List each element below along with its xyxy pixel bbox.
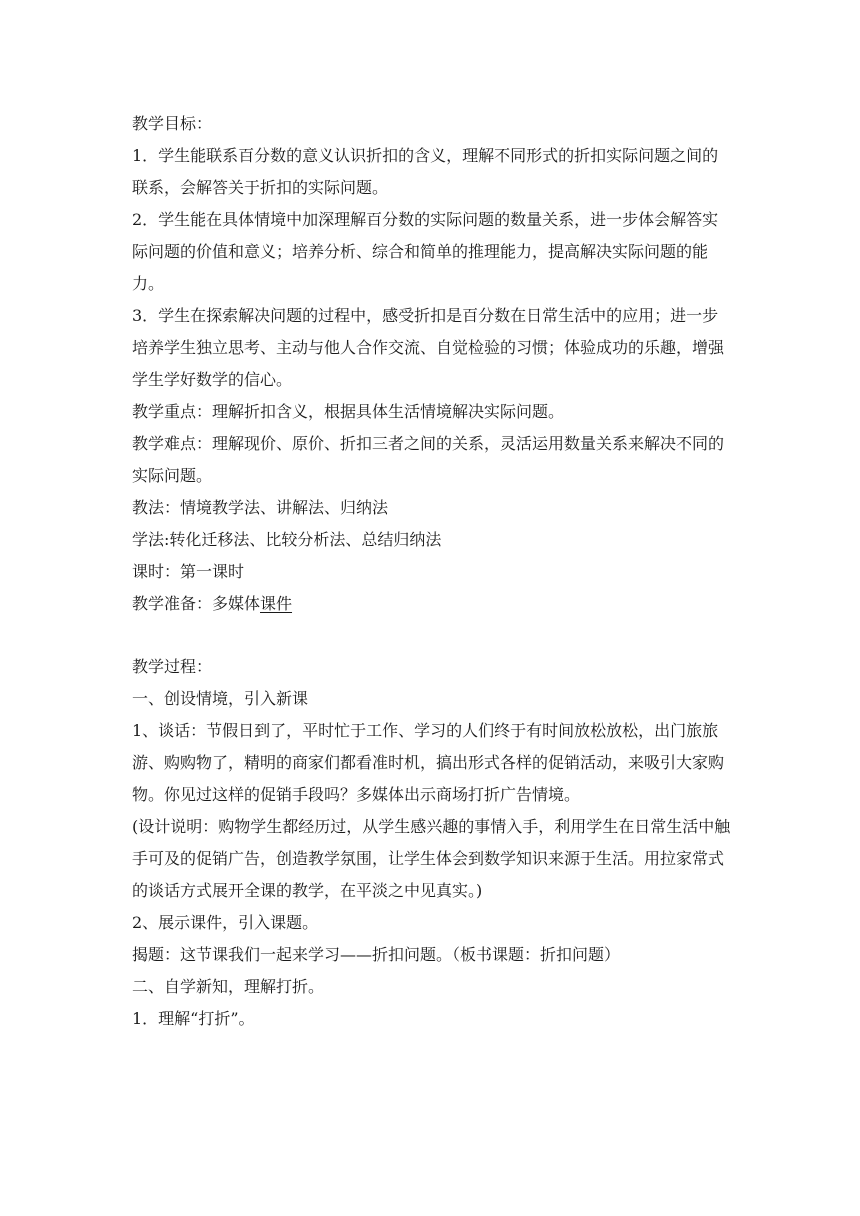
objective-2: 2．学生能在具体情境中加深理解百分数的实际问题的数量关系，进一步体会解答实际问题的价值和意义；培养分析、综合和简单的推理能力，提高解决实际问题的能力。 [132,210,719,293]
class-hours: 课时：第一课时 [132,562,245,581]
teaching-prep-label: 教学准备：多媒体 [132,594,261,613]
key-point: 教学重点：理解折扣含义，根据具体生活情境解决实际问题。 [132,402,565,421]
process-heading: 教学过程： [132,657,213,676]
objective-3: 3．学生在探索解决问题的过程中，感受折扣是百分数在日常生活中的应用；进一步培养学生独立思考、主动与他人合作交流、自觉检验的习惯；体验成功的乐趣，增强学生学好数学的信心。 [132,306,725,389]
objective-1: 1．学生能联系百分数的意义认识折扣的含义，理解不同形式的折扣实际问题之间的联系，会解答关于折扣的实际问题。 [132,146,719,197]
difficulty: 教学难点：理解现价、原价、折扣三者之间的关系，灵活运用数量关系来解决不同的实际问题。 [132,434,725,485]
objectives-heading: 教学目标： [132,114,213,133]
courseware-link[interactable]: 课件 [260,594,293,613]
design-note: (设计说明：购物学生都经历过，从学生感兴趣的事情入手，利用学生在日常生活中触手可及的促销广告，创造教学氛围，让学生体会到数学知识来源于生活。用拉家常式的谈话方式展开全课的教学，在平淡之中见真实。) [132,817,731,900]
step-2-1: 1．理解“打折”。 [132,1009,255,1028]
step-2: 2、展示课件，引入课题。 [132,913,319,932]
reveal-topic: 揭题：这节课我们一起来学习——折扣问题。（板书课题：折扣问题） [132,945,621,964]
paragraph-gap [132,620,732,651]
teaching-prep [132,588,732,620]
step-1: 1、谈话：节假日到了，平时忙于工作、学习的人们终于有时间放松放松，出门旅旅游、购购物了，精明的商家们都看准时机，搞出形式各样的促销活动，来吸引大家购物。你见过这样的促销手段吗？多媒体出示商场打折广告情境。 [132,721,725,804]
teaching-method: 教法：情境教学法、讲解法、归纳法 [132,498,389,517]
section-2-heading: 二、自学新知，理解打折。 [132,977,325,996]
document-page [132,108,732,1035]
learning-method: 学法:转化迁移法、比较分析法、总结归纳法 [132,530,442,549]
section-1-heading: 一、创设情境，引入新课 [132,689,309,708]
